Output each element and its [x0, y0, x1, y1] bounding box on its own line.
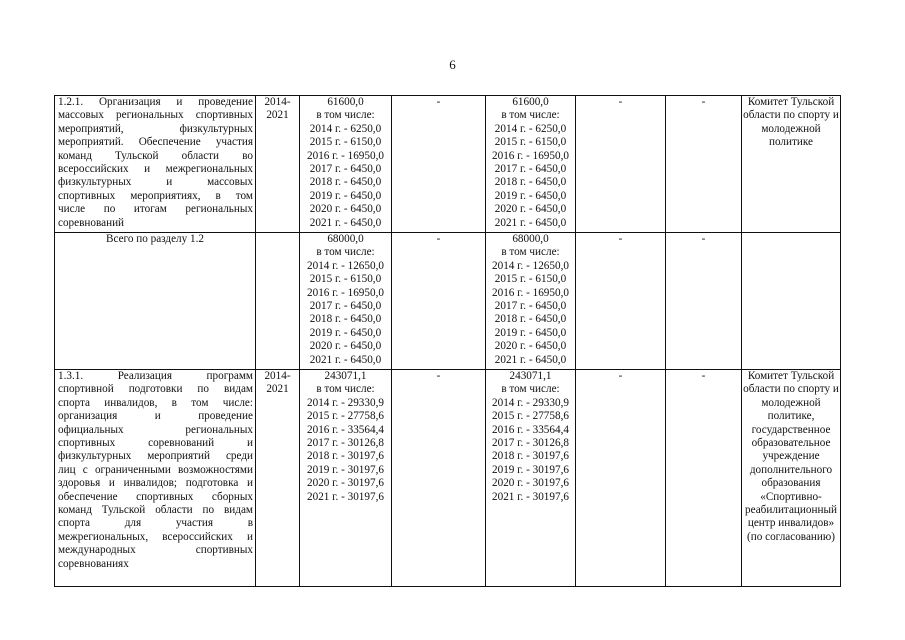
total-funding-line: 2017 г. - 6450,0: [309, 300, 382, 313]
regional-budget-line: 2020 г. - 6450,0: [494, 340, 567, 353]
program-activities-table: [54, 95, 841, 587]
description-line: спорта инвалидов, в том числе:: [58, 396, 253, 409]
regional-budget-cell: [486, 233, 576, 370]
executor-cell: [742, 96, 841, 233]
regional-budget-line: 2017 г. - 6450,0: [494, 300, 567, 313]
regional-budget-line: 2014 г. - 29330,9: [492, 396, 569, 409]
total-funding-line: 2015 г. - 6150,0: [309, 136, 382, 149]
total-funding-line: 2017 г. - 30126,8: [307, 437, 384, 450]
executor-line: Комитет Тульской: [747, 370, 835, 382]
regional-budget-line: 2020 г. - 30197,6: [492, 477, 569, 490]
regional-budget-line: 2018 г. - 30197,6: [492, 450, 569, 463]
total-funding-line: 2021 г. - 6450,0: [309, 353, 382, 366]
regional-budget-line: 2018 г. - 6450,0: [494, 176, 567, 189]
regional-budget-line: 61600,0: [512, 96, 549, 108]
executor-line: дополнительного: [749, 463, 833, 476]
total-funding-line: 2019 г. - 6450,0: [309, 326, 382, 339]
description-line: соревнованиях: [58, 557, 129, 570]
regional-budget-cell: [486, 370, 576, 587]
total-funding-line: 2017 г. - 6450,0: [309, 163, 382, 176]
table-row: [55, 233, 841, 370]
description-line: межрегиональных, всероссийских и: [58, 530, 253, 543]
total-funding-cell: [300, 96, 392, 233]
total-funding-line: 2019 г. - 30197,6: [307, 463, 384, 476]
executor-cell: [742, 370, 841, 587]
regional-budget-line: 2017 г. - 30126,8: [492, 437, 569, 450]
regional-budget-line: 2016 г. - 16950,0: [492, 286, 569, 299]
description-line: мероприятий, физкультурных: [58, 122, 253, 135]
regional-budget-line: 2014 г. - 12650,0: [492, 259, 569, 272]
executor-line: образования: [761, 477, 821, 490]
description-line: 1.2.1. Организация и проведение: [58, 96, 253, 108]
total-funding-line: 2016 г. - 33564,4: [307, 423, 384, 436]
regional-budget-line: в том числе:: [501, 109, 560, 122]
total-funding-line: 2015 г. - 6150,0: [309, 273, 382, 286]
table-row: [55, 370, 841, 587]
total-funding-line: 2014 г. - 12650,0: [307, 259, 384, 272]
description-line: лиц с ограниченными возможностями: [58, 463, 253, 476]
executor-line: учреждение: [762, 450, 820, 463]
description-line: физкультурных мероприятий среди: [58, 450, 253, 463]
description-line: международных спортивных: [58, 544, 253, 557]
period-cell: [256, 370, 300, 587]
executor-cell: [742, 233, 841, 370]
executor-line: молодежной: [761, 122, 821, 135]
regional-budget-line: 2020 г. - 6450,0: [494, 203, 567, 216]
period-line: 2021: [266, 109, 289, 122]
total-funding-line: в том числе:: [316, 246, 375, 259]
description-line: числе по итогам региональных: [58, 203, 253, 216]
total-funding-cell: [300, 370, 392, 587]
executor-line: (по согласованию): [747, 530, 835, 543]
total-funding-line: 2014 г. - 6250,0: [309, 122, 382, 135]
regional-budget-line: 2021 г. - 30197,6: [492, 490, 569, 503]
executor-line: образовательное: [751, 437, 831, 450]
executor-line: центр инвалидов»: [747, 517, 835, 530]
executor-line: государственное: [751, 423, 831, 436]
total-funding-line: 2018 г. - 30197,6: [307, 450, 384, 463]
other-sources-cell: -: [666, 233, 742, 370]
total-funding-line: в том числе:: [316, 383, 375, 396]
total-funding-line: в том числе:: [316, 109, 375, 122]
description-line: официальных региональных: [58, 423, 253, 436]
regional-budget-line: 2021 г. - 6450,0: [494, 216, 567, 229]
regional-budget-line: в том числе:: [501, 383, 560, 396]
description-line: спортивных соревнований и: [58, 437, 253, 450]
total-funding-line: 2016 г. - 16950,0: [307, 149, 384, 162]
period-line: 2014-: [264, 370, 291, 382]
regional-budget-line: 2017 г. - 6450,0: [494, 163, 567, 176]
regional-budget-line: 2019 г. - 6450,0: [494, 326, 567, 339]
regional-budget-line: в том числе:: [501, 246, 560, 259]
description-line: организация и проведение: [58, 410, 253, 423]
total-funding-line: 2014 г. - 29330,9: [307, 396, 384, 409]
activity-description-cell: [55, 370, 256, 587]
executor-line: Комитет Тульской: [747, 96, 835, 108]
total-funding-line: 2020 г. - 30197,6: [307, 477, 384, 490]
regional-budget-line: 2016 г. - 33564,4: [492, 423, 569, 436]
activity-description-cell: [55, 96, 256, 233]
page-number: 6: [449, 57, 456, 72]
federal-budget-cell: -: [392, 370, 486, 587]
regional-budget-line: 2016 г. - 16950,0: [492, 149, 569, 162]
federal-budget-cell: -: [392, 96, 486, 233]
regional-budget-line: 2019 г. - 6450,0: [494, 189, 567, 202]
regional-budget-line: 2019 г. - 30197,6: [492, 463, 569, 476]
other-sources-cell: -: [666, 96, 742, 233]
total-funding-line: 61600,0: [327, 96, 364, 108]
executor-line: области по спорту и: [743, 383, 839, 396]
table-row: [55, 96, 841, 233]
executor-line: реабилитационный: [745, 504, 837, 517]
regional-budget-line: 2015 г. - 27758,6: [492, 410, 569, 423]
total-funding-line: 2018 г. - 6450,0: [309, 176, 382, 189]
description-line: физкультурных и массовых: [58, 176, 253, 189]
municipal-budget-cell: -: [576, 370, 666, 587]
description-line: здоровья и инвалидов; подготовка и: [58, 477, 253, 490]
executor-line: области по спорту и: [743, 109, 839, 122]
description-line: команд Тульской области по видам: [58, 504, 253, 517]
regional-budget-line: 2015 г. - 6150,0: [494, 136, 567, 149]
total-funding-line: 68000,0: [327, 233, 364, 245]
regional-budget-line: 2021 г. - 6450,0: [494, 353, 567, 366]
description-line: обеспечение спортивных сборных: [58, 490, 253, 503]
description-line: спортивной подготовки по видам: [58, 383, 253, 396]
total-funding-line: 2016 г. - 16950,0: [307, 286, 384, 299]
executor-line: политике,: [767, 410, 815, 423]
period-cell: [256, 233, 300, 370]
description-line: команд Тульской области во: [58, 149, 253, 162]
regional-budget-line: 2015 г. - 6150,0: [494, 273, 567, 286]
regional-budget-line: 2018 г. - 6450,0: [494, 313, 567, 326]
description-line: спортивных мероприятиях, в том: [58, 189, 253, 202]
executor-line: молодежной: [761, 396, 821, 409]
total-funding-cell: [300, 233, 392, 370]
period-cell: [256, 96, 300, 233]
municipal-budget-cell: -: [576, 96, 666, 233]
federal-budget-cell: -: [392, 233, 486, 370]
regional-budget-line: 243071,1: [509, 370, 552, 382]
total-funding-line: 2019 г. - 6450,0: [309, 189, 382, 202]
period-line: 2014-: [264, 96, 291, 108]
other-sources-cell: -: [666, 370, 742, 587]
section-total-label-line: Всего по разделу 1.2: [106, 233, 204, 245]
total-funding-line: 2015 г. - 27758,6: [307, 410, 384, 423]
total-funding-line: 2018 г. - 6450,0: [309, 313, 382, 326]
executor-line: «Спортивно-: [760, 490, 822, 503]
regional-budget-line: 68000,0: [512, 233, 549, 245]
executor-line: политике: [768, 136, 813, 149]
total-funding-line: 2020 г. - 6450,0: [309, 340, 382, 353]
regional-budget-cell: [486, 96, 576, 233]
total-funding-line: 243071,1: [324, 370, 367, 382]
description-line: всероссийских и межрегиональных: [58, 163, 253, 176]
municipal-budget-cell: -: [576, 233, 666, 370]
description-line: массовых региональных спортивных: [58, 109, 253, 122]
description-line: соревнований: [58, 216, 125, 229]
description-line: спорта для участия в: [58, 517, 253, 530]
total-funding-line: 2020 г. - 6450,0: [309, 203, 382, 216]
description-line: 1.3.1. Реализация программ: [58, 370, 253, 382]
total-funding-line: 2021 г. - 6450,0: [309, 216, 382, 229]
regional-budget-line: 2014 г. - 6250,0: [494, 122, 567, 135]
description-line: мероприятий. Обеспечение участия: [58, 136, 253, 149]
period-line: 2021: [266, 383, 289, 396]
activity-description-cell: [55, 233, 256, 370]
total-funding-line: 2021 г. - 30197,6: [307, 490, 384, 503]
